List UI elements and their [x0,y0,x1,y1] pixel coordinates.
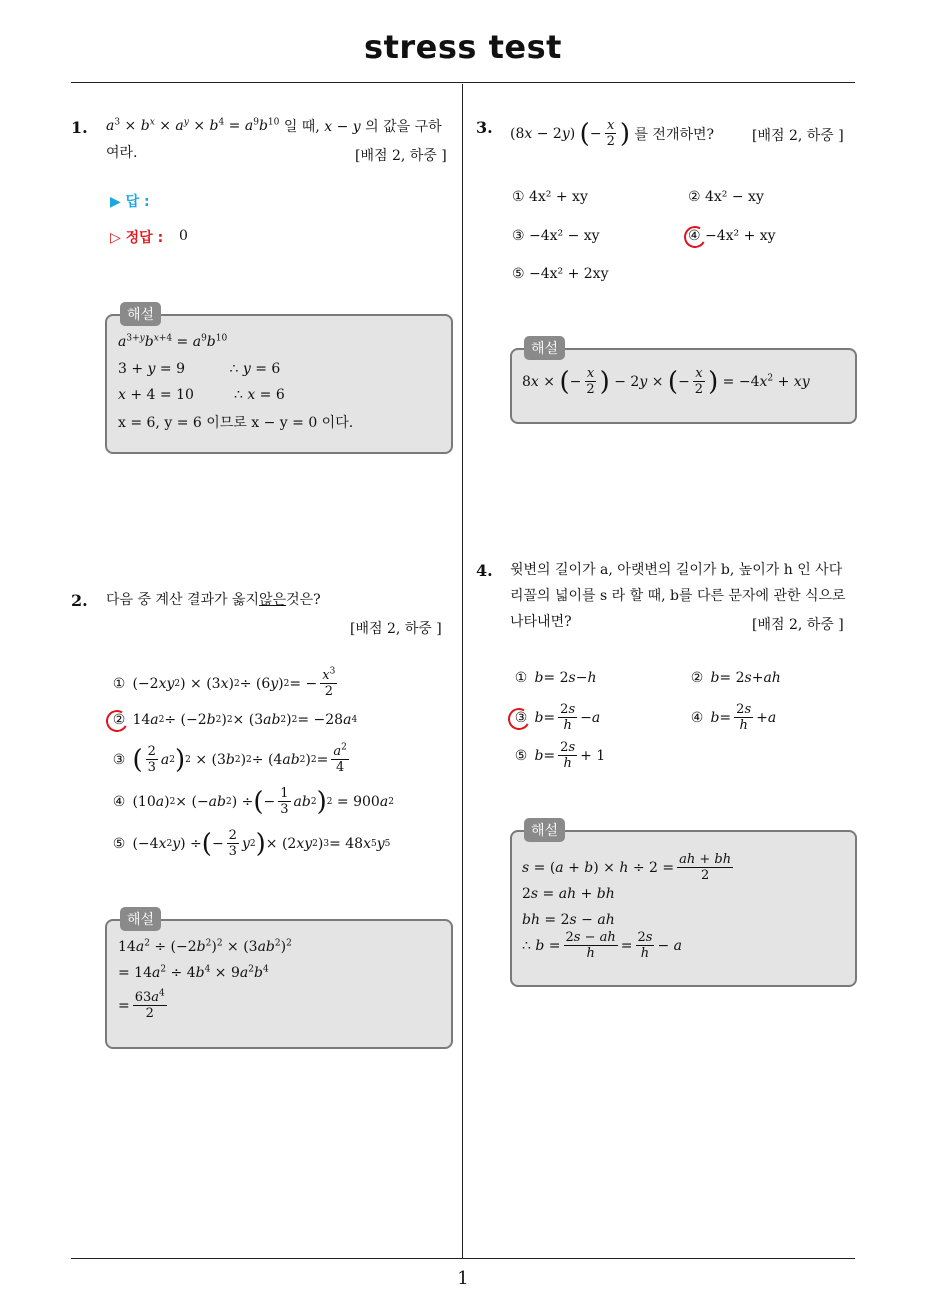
explanation-label: 해설 [524,818,565,842]
explain-line: x = 6, y = 6 이므로 x − y = 0 이다. [118,415,354,431]
question-text-line: 윗변의 길이가 a, 아랫변의 길이가 b, 높이가 h 인 사다 [510,562,843,578]
option-5[interactable]: ⑤ b = $\frac{2s}{h}$ + 1 [514,740,606,771]
option-2[interactable]: ② 4x² − xy [688,189,764,205]
score-meta: [배점 2, 하중 ] [355,148,447,164]
explain-line: s = (a + b) × h ÷ 2 = $\frac{ah + bh}{2}$ [522,852,732,883]
explain-line: = $\frac{63a^4}{2}$ [118,988,165,1021]
question-text: 다음 중 계산 결과가 옳지 않은 것은? [106,592,321,608]
page-title: stress test [364,28,562,66]
option-3[interactable]: ③ −4x² − xy [512,228,600,244]
explain-line: ∴ b = $\frac{2s - ah}{h}$ = $\frac{2s}{h}$ − a [522,930,682,961]
option-1[interactable]: ① 4x² + xy [512,189,588,205]
question-number: 2. [71,591,88,610]
score-meta: [배점 2, 하중 ] [752,617,844,633]
explain-line: 3 + y = 9 ∴ y = 6 [118,361,281,377]
top-rule [71,82,855,83]
option-4[interactable]: ④ (10 a ) 2 × (− ab 2 ) ÷ ( − $\frac{1}{3}$ ab 2 ) 2 = 900 a 2 [112,786,394,817]
question-text: $a^3 \times b^x \times a^y \times b^4 = a^9b^{10}$ 일 때, x − y 의 값을 구하 [106,117,442,135]
explain-line: 8x × ( − $\frac{x}{2}$ ) − 2y × ( − $\frac{x}{2}$ ) = $-4x^2$ + xy [522,366,810,397]
page-number: 1 [457,1268,469,1289]
option-2[interactable]: ② b = 2 s + ah [690,670,781,686]
option-2[interactable]: ② 14 a 2 ÷ (−2 b 2 ) 2 × (3 ab 2 ) 2 = −28 a 4 [112,712,358,728]
option-5[interactable]: ⑤ (−4 x 2 y ) ÷ ( − $\frac{2}{3}$ y 2 ) × (2 xy 2 ) 3 = 48 x 5 y 5 [112,828,391,859]
explain-line: = $14a^2 \div 4b^4 \times 9a^2b^4$ [118,964,269,981]
explain-line: bh = 2s − ah [522,912,615,928]
question-number: 1. [71,118,88,137]
bottom-rule [71,1258,855,1259]
score-meta: [배점 2, 하중 ] [350,621,442,637]
option-1[interactable]: ① (−2 xy 2 ) × (3 x ) 2 ÷ (6 y ) 2 = − $\frac{x^3}{2}$ [112,666,336,699]
score-meta: [배점 2, 하중 ] [752,128,844,144]
answer-label: ▶ 답 : [110,194,150,210]
explain-line: 2s = ah + bh [522,886,615,902]
option-3[interactable]: ③ ( $\frac{2}{3}$ a 2 ) 2 × (3 b 2 ) 2 ÷ (4 ab 2 ) 2 = $\frac{a^2}{4}$ [112,742,347,775]
column-divider [462,84,463,1258]
option-1[interactable]: ① b = 2 s − h [514,670,597,686]
question-text-cont: 여라. [106,145,138,161]
correct-label: ▷ 정답 : [110,230,164,246]
correct-value: 0 [179,228,188,244]
explain-line: $14a^2 \div (-2b^2)^2 \times (3ab^2)^2$ [118,938,292,955]
question-number: 4. [476,561,493,580]
explanation-label: 해설 [120,907,161,931]
option-5[interactable]: ⑤ −4x² + 2xy [512,266,609,282]
explain-line: $a^{3+y}b^{x+4} = a^9b^{10}$ [118,333,228,350]
option-4[interactable]: ④ b = $\frac{2s}{h}$ + a [690,702,777,733]
question-text-line: 나타내면? [510,614,572,630]
option-3[interactable]: ③ b = $\frac{2s}{h}$ − a [514,702,601,733]
option-4[interactable]: ④ −4x² + xy [688,228,776,244]
question-number: 3. [476,118,493,137]
explain-line: x + 4 = 10 ∴ x = 6 [118,387,285,403]
explanation-label: 해설 [120,302,161,326]
explanation-label: 해설 [524,336,565,360]
question-text-line: 리꼴의 넓이를 s 라 할 때, b를 다른 문자에 관한 식으로 [510,588,846,604]
question-text: (8x − 2y) ( − $\frac{x}{2}$ ) 를 전개하면? [510,118,715,149]
